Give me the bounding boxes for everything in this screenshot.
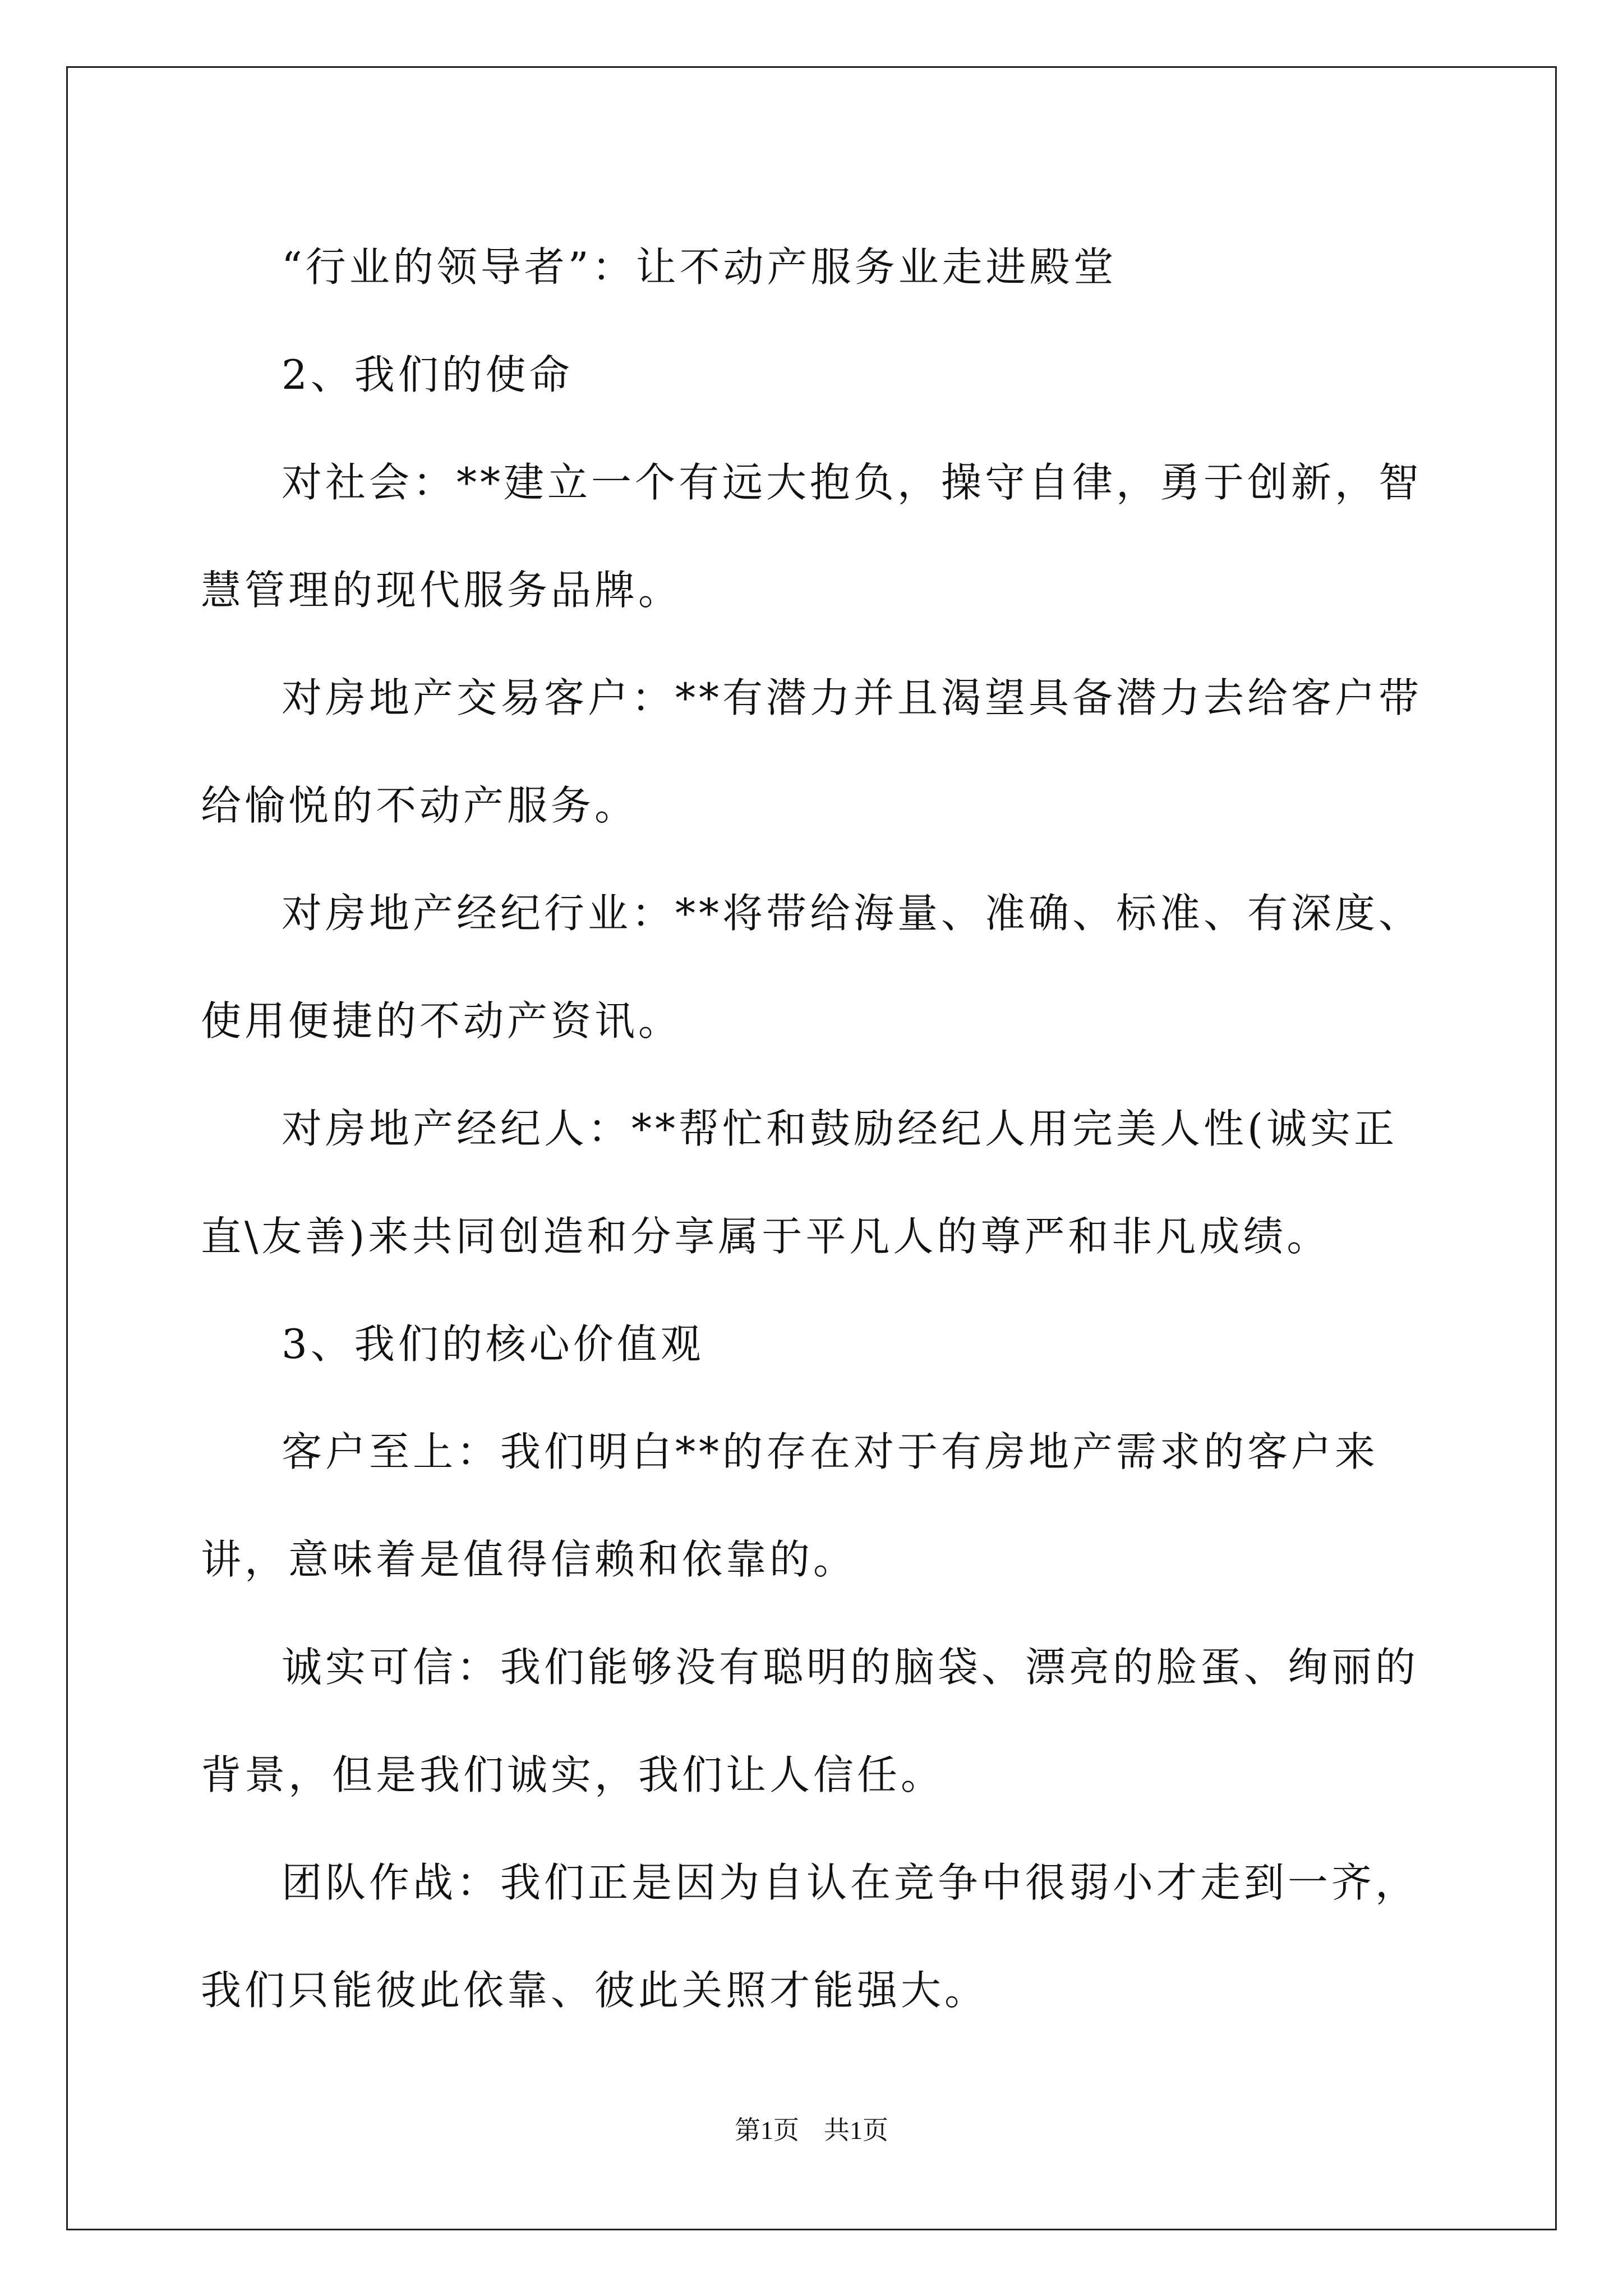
paragraph-mission-society: 对社会：**建立一个有远大抱负，操守自律，勇于创新，智慧管理的现代服务品牌。 <box>201 459 1423 614</box>
paragraph-value-customer-first: 客户至上：我们明白**的存在对于有房地产需求的客户来讲，意味着是值得信赖和依靠的。 <box>201 1428 1379 1583</box>
heading-mission: 2、我们的使命 <box>282 351 573 398</box>
document-body <box>201 213 1435 2044</box>
paragraph-mission-agents: 对房地产经纪人：**帮忙和鼓励经纪人用完美人性(诚实正直\友善)来共同创造和分享属于平凡人的尊严和非凡成绩。 <box>201 1105 1398 1260</box>
heading-core-values: 3、我们的核心价值观 <box>282 1320 704 1368</box>
paragraph-slogan: “行业的领导者”：让不动产服务业走进殿堂 <box>282 243 1117 291</box>
page-footer <box>0 2114 1623 2147</box>
paragraph-mission-industry: 对房地产经纪行业：**将带给海量、准确、标准、有深度、使用便捷的不动产资讯。 <box>201 890 1423 1045</box>
paragraph-value-honesty: 诚实可信：我们能够没有聪明的脑袋、漂亮的脸蛋、绚丽的背景，但是我们诚实，我们让人信任。 <box>201 1644 1419 1798</box>
paragraph-value-teamwork: 团队作战：我们正是因为自认在竞争中很弱小才走到一齐，我们只能彼此依靠、彼此关照才能强大。 <box>201 1859 1419 2014</box>
paragraph-mission-clients: 对房地产交易客户：**有潜力并且渴望具备潜力去给客户带给愉悦的不动产服务。 <box>201 674 1423 829</box>
page-number-current: 第1页 <box>735 2116 799 2145</box>
page-number-total: 共1页 <box>824 2116 888 2145</box>
